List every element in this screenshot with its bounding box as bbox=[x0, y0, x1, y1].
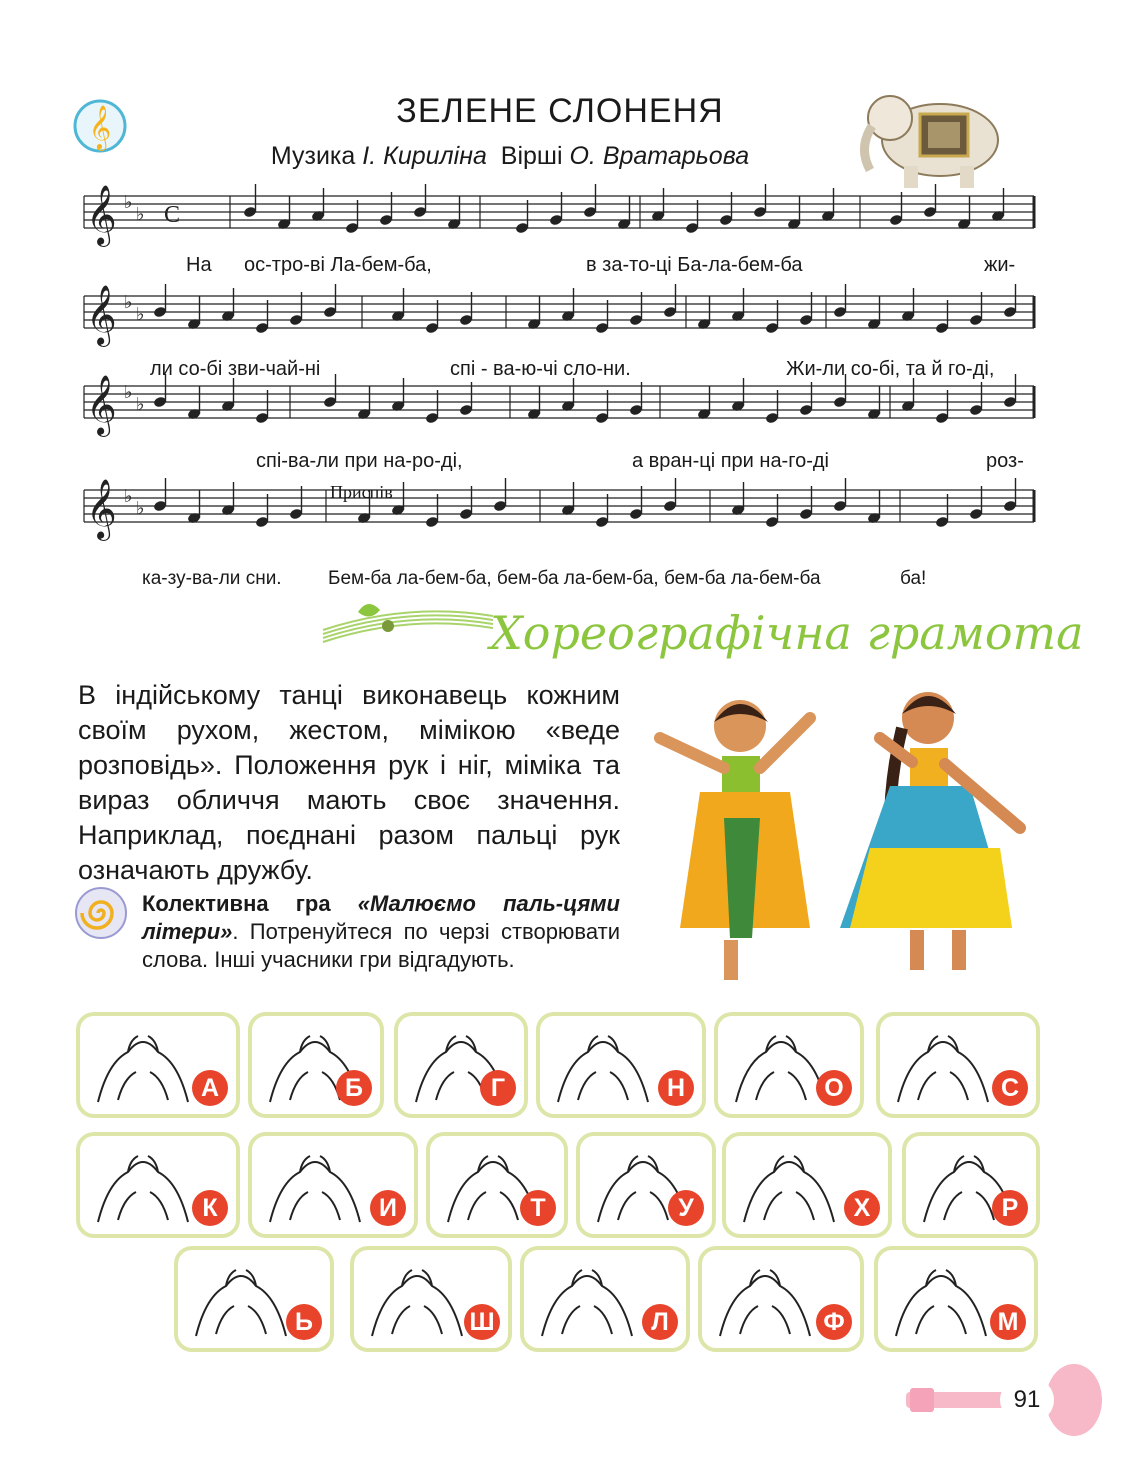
gesture-card-Ш bbox=[350, 1246, 512, 1352]
lyric-3c: роз- bbox=[986, 450, 1024, 472]
flat-sign-icon: ♭ bbox=[136, 394, 145, 415]
gesture-card-К bbox=[76, 1132, 240, 1238]
hand-gesture-icon bbox=[362, 1256, 472, 1346]
hand-gesture-icon bbox=[532, 1256, 642, 1346]
lyric-3b: а вран-ці при на-го-ді bbox=[632, 450, 829, 472]
hand-gesture-icon bbox=[888, 1022, 998, 1112]
hand-gesture-icon bbox=[260, 1142, 370, 1232]
gesture-card-А bbox=[76, 1012, 240, 1118]
lyric-4c: ба! bbox=[900, 568, 927, 589]
treble-clef-icon: 𝄞 bbox=[86, 479, 117, 539]
flat-sign-icon: ♭ bbox=[124, 292, 133, 313]
game-text: . Потренуйтеся по черзі створювати слова. Інші учасники гри відгадують. bbox=[142, 919, 620, 972]
game-lead: Колективна гра bbox=[142, 891, 331, 916]
flat-sign-icon: ♭ bbox=[124, 192, 133, 213]
music-label: Музика bbox=[270, 142, 356, 170]
letter-badge: Г bbox=[480, 1070, 516, 1106]
gesture-card-М bbox=[874, 1246, 1038, 1352]
gesture-card-Т bbox=[426, 1132, 568, 1238]
gesture-card-Н bbox=[536, 1012, 706, 1118]
flat-sign-icon: ♭ bbox=[136, 204, 145, 225]
lyric-1c: в за-то-ці Ба-ла-бем-ба bbox=[586, 254, 803, 276]
lyric-2a: ли со-бі зви-чай-ні bbox=[150, 358, 321, 380]
game-instructions bbox=[142, 890, 620, 974]
letter-badge: Ш bbox=[464, 1304, 500, 1340]
lyric-2c: Жи-ли со-бі, та й го-ді, bbox=[786, 358, 995, 380]
section-paragraph: В індійському танці виконавець кожним своїм рухом, жестом, мімікою «веде розповідь». Положення рук і ніг, міміка та вираз обличчя мають своє значення. Наприклад, поєднані разом пальці рук означають дружбу. bbox=[78, 680, 620, 885]
hand-gesture-icon bbox=[710, 1256, 820, 1346]
lyric-1b: ос-тро-ві Ла-бем-ба, bbox=[244, 254, 432, 276]
music-score bbox=[0, 0, 1122, 600]
hand-gesture-icon bbox=[734, 1142, 844, 1232]
time-signature: C bbox=[164, 202, 181, 228]
hand-gesture-icon bbox=[88, 1142, 198, 1232]
hand-gesture-icon bbox=[88, 1022, 198, 1112]
gesture-card-Р bbox=[902, 1132, 1040, 1238]
page-number: 91 bbox=[1000, 1378, 1054, 1422]
lyric-4b: Бем-ба ла-бем-ба, бем-ба ла-бем-ба, бем-ба ла-бем-ба bbox=[328, 568, 821, 589]
letter-badge: Т bbox=[520, 1190, 556, 1226]
letter-badge: У bbox=[668, 1190, 704, 1226]
gesture-card-Б bbox=[248, 1012, 384, 1118]
flat-sign-icon: ♭ bbox=[124, 486, 133, 507]
gesture-card-Ф bbox=[698, 1246, 864, 1352]
letter-badge: Л bbox=[642, 1304, 678, 1340]
letter-badge: К bbox=[192, 1190, 228, 1226]
words-label: Вірші bbox=[500, 142, 563, 170]
gesture-card-У bbox=[576, 1132, 716, 1238]
lyric-1a: На bbox=[186, 254, 212, 276]
gesture-card-С bbox=[876, 1012, 1040, 1118]
flat-sign-icon: ♭ bbox=[136, 498, 145, 519]
gesture-card-О bbox=[714, 1012, 864, 1118]
lyric-1d: жи- bbox=[984, 254, 1016, 276]
letter-badge: М bbox=[990, 1304, 1026, 1340]
dancers-illustration bbox=[640, 678, 1050, 988]
letter-badge: О bbox=[816, 1070, 852, 1106]
gesture-card-Г bbox=[394, 1012, 528, 1118]
poet-name: О. Вратарьова bbox=[569, 142, 750, 170]
letter-badge: Р bbox=[992, 1190, 1028, 1226]
hand-gesture-icon bbox=[548, 1022, 658, 1112]
letter-badge: Ь bbox=[286, 1304, 322, 1340]
treble-clef-icon: 𝄞 bbox=[86, 375, 117, 435]
letter-badge: Х bbox=[844, 1190, 880, 1226]
letter-badge: Н bbox=[658, 1070, 694, 1106]
gesture-card-Ь bbox=[174, 1246, 334, 1352]
lyric-3a: спі-ва-ли при на-ро-ді, bbox=[256, 450, 463, 472]
song-title: ЗЕЛЕНЕ СЛОНЕНЯ bbox=[396, 92, 724, 130]
letter-badge: И bbox=[370, 1190, 406, 1226]
gesture-card-Л bbox=[520, 1246, 690, 1352]
game-name: «Малюємо паль-цями літери» bbox=[142, 891, 620, 944]
composer-name: І. Кириліна bbox=[362, 142, 487, 170]
hand-gesture-icon bbox=[186, 1256, 296, 1346]
gesture-card-И bbox=[248, 1132, 418, 1238]
svg-text:𝄞: 𝄞 bbox=[88, 105, 112, 149]
spiral-game-icon bbox=[74, 886, 128, 940]
letter-badge: С bbox=[992, 1070, 1028, 1106]
treble-clef-icon: 𝄞 bbox=[86, 185, 117, 245]
letter-badge: Б bbox=[336, 1070, 372, 1106]
lyric-2b: спі - ва-ю-чі сло-ни. bbox=[450, 358, 631, 380]
flat-sign-icon: ♭ bbox=[124, 382, 133, 403]
letter-badge: А bbox=[192, 1070, 228, 1106]
gesture-card-Х bbox=[722, 1132, 892, 1238]
letter-badge: Ф bbox=[816, 1304, 852, 1340]
section-heading: Хореографічна грамота bbox=[490, 606, 1084, 660]
lyric-4a: ка-зу-ва-ли сни. bbox=[142, 568, 282, 589]
flat-sign-icon: ♭ bbox=[136, 304, 145, 325]
chorus-label: Приспів bbox=[330, 482, 393, 502]
music-staff-decoration-icon bbox=[318, 592, 498, 652]
treble-clef-icon: 𝄞 bbox=[86, 285, 117, 345]
hand-gesture-icon bbox=[886, 1256, 996, 1346]
